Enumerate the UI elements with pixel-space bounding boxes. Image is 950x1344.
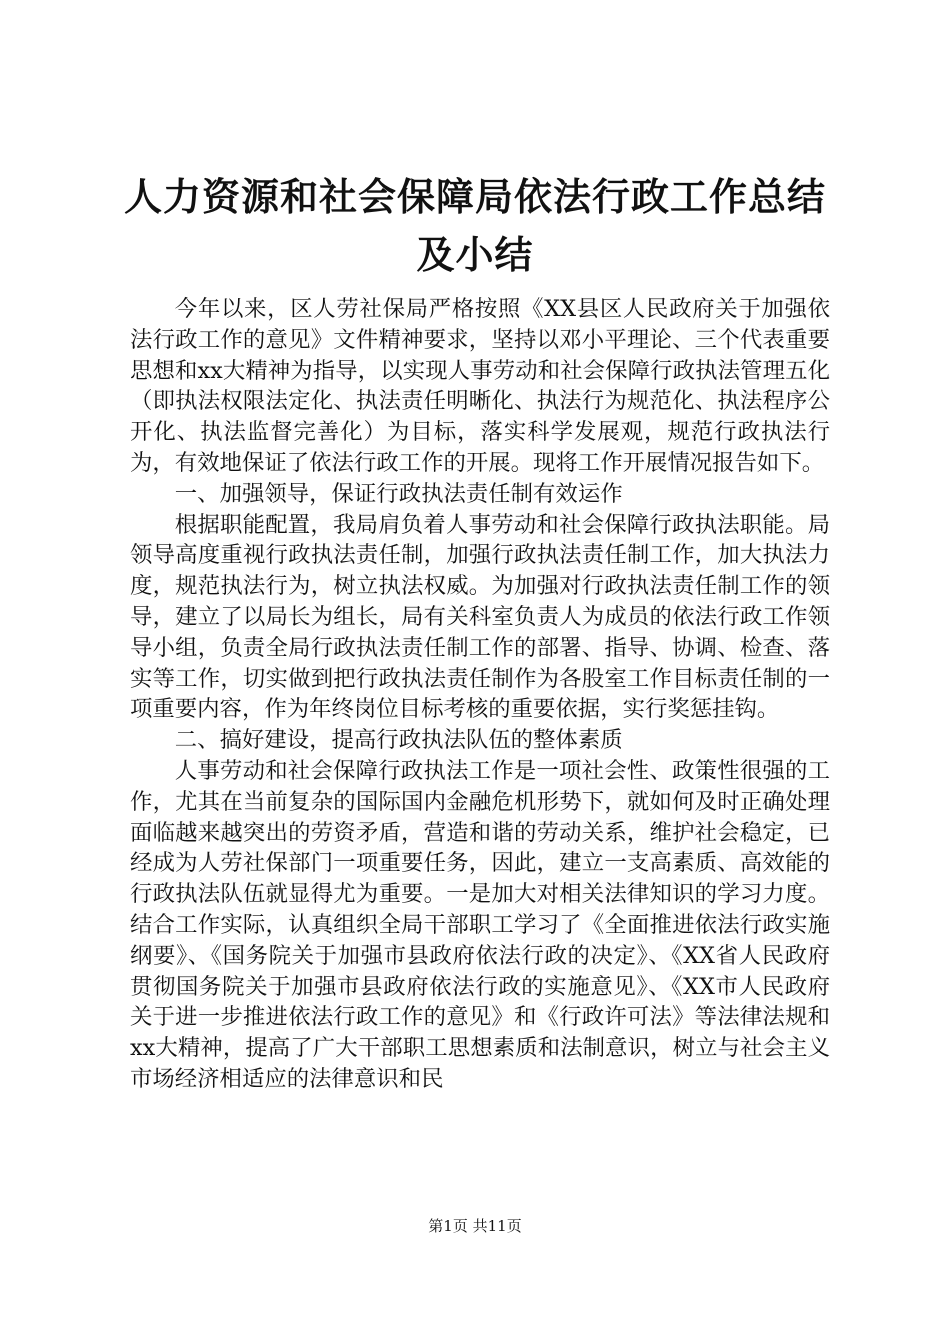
section-heading-1: 一、加强领导，保证行政执法责任制有效运作 <box>174 480 623 507</box>
paragraph-section-1: 根据职能配置，我局肩负着人事劳动和社会保障行政执法职能。局领导高度重视行政执法责任制，加强行政执法责任制工作，加大执法力度，规范执法行为，树立执法权威。为加强对行政执法责任制工作的领导，建立了以局长为组长，局有关科室负责人为成员的依法行政工作领导小组，负责全局行政执法责任制工作的部署、指导、协调、检查、落实等工作，切实做到把行政执法责任制作为各股室工作目标责任制的一项重要内容，作为年终岗位目标考核的重要依据，实行奖惩挂钩。 <box>130 511 830 723</box>
document-body <box>130 294 830 1095</box>
section-heading-2: 二、搞好建设，提高行政执法队伍的整体素质 <box>174 727 623 754</box>
page-footer: 第1页 共11页 <box>428 1217 522 1235</box>
paragraph-intro: 今年以来，区人劳社保局严格按照《XX县区人民政府关于加强依法行政工作的意见》文件精神要求，坚持以邓小平理论、三个代表重要思想和xx大精神为指导，以实现人事劳动和社会保障行政执法管理五化（即执法权限法定化、执法责任明晰化、执法行为规范化、执法程序公开化、执法监督完善化）为目标，落实科学发展观，规范行政执法行为，有效地保证了依法行政工作的开展。现将工作开展情况报告如下。 <box>130 296 830 476</box>
document-title: 人力资源和社会保障局依法行政工作总结及小结 <box>123 174 826 277</box>
paragraph-section-2: 人事劳动和社会保障行政执法工作是一项社会性、政策性很强的工作，尤其在当前复杂的国际国内金融危机形势下，就如何及时正确处理面临越来越突出的劳资矛盾，营造和谐的劳动关系，维护社会稳定，已经成为人劳社保部门一项重要任务，因此，建立一支高素质、高效能的行政执法队伍就显得尤为重要。一是加大对相关法律知识的学习力度。结合工作实际，认真组织全局干部职工学习了《全面推进依法行政实施纲要》、《国务院关于加强市县政府依法行政的决定》、《XX省人民政府贯彻国务院关于加强市县政府依法行政的实施意见》、《XX市人民政府关于进一步推进依法行政工作的意见》和《行政许可法》等法律法规和xx大精神，提高了广大干部职工思想素质和法制意识，树立与社会主义市场经济相适应的法律意识和民 <box>130 757 830 1092</box>
